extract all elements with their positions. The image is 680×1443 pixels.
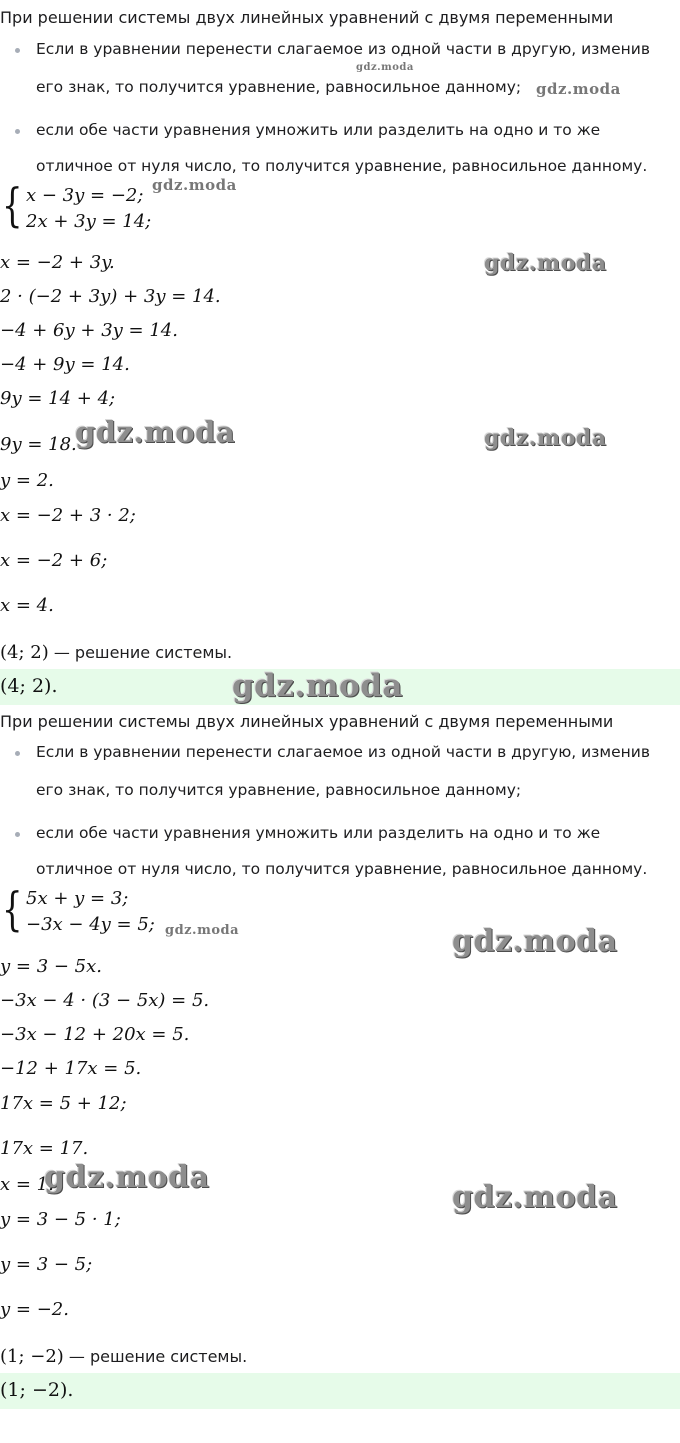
system-brace: { [2, 882, 23, 936]
solution-step: x = −2 + 3 · 2; [0, 505, 136, 526]
intro-text: При решении системы двух линейных уравнений с двумя переменными [0, 712, 614, 731]
solution-pair: (1; −2) [0, 1346, 64, 1367]
bullet-line: отличное от нуля число, то получится уравнение, равносильное данному. [36, 860, 648, 878]
watermark: gdz.moda [356, 62, 414, 73]
system-equation: 5x + y = 3; [26, 888, 129, 909]
solution-step: x = 4. [0, 595, 54, 616]
bullet-line: его знак, то получится уравнение, равносильное данному; [36, 781, 522, 799]
solution-step: x = −2 + 3y. [0, 252, 115, 273]
bullet-dot-icon [15, 832, 20, 837]
system-equation: 2x + 3y = 14; [26, 211, 152, 232]
answer-box [0, 1373, 680, 1409]
answer-value: (4; 2). [0, 675, 58, 697]
bullet-line: Если в уравнении перенести слагаемое из одной части в другую, изменив [36, 743, 650, 761]
watermark: gdz.moda [536, 80, 621, 98]
solution-step: y = 3 − 5x. [0, 956, 102, 977]
solution-label: — решение системы. [63, 1347, 248, 1366]
solution-pair: (4; 2) [0, 642, 49, 663]
system-equation: −3x − 4y = 5; [26, 914, 155, 935]
watermark: gdz.moda [452, 1180, 618, 1215]
bullet-dot-icon [15, 751, 20, 756]
solution-statement [0, 642, 232, 663]
solution-step: −4 + 6y + 3y = 14. [0, 320, 178, 341]
solution-statement [0, 1346, 247, 1367]
watermark: gdz.moda [452, 924, 618, 959]
solution-step: 2 · (−2 + 3y) + 3y = 14. [0, 286, 221, 307]
solution-step: 9y = 18. [0, 434, 77, 455]
solution-label: — решение системы. [48, 643, 233, 662]
solution-step: 9y = 14 + 4; [0, 388, 116, 409]
intro-text: При решении системы двух линейных уравнений с двумя переменными [0, 8, 614, 27]
solution-step: y = 2. [0, 470, 54, 491]
bullet-line: Если в уравнении перенести слагаемое из одной части в другую, изменив [36, 40, 650, 58]
watermark: gdz.moda [484, 250, 607, 276]
bullet-dot-icon [15, 129, 20, 134]
solution-step: y = −2. [0, 1299, 69, 1320]
watermark: gdz.moda [152, 176, 237, 194]
solution-step: −4 + 9y = 14. [0, 354, 130, 375]
bullet-dot-icon [15, 48, 20, 53]
answer-value: (1; −2). [0, 1379, 74, 1401]
bullet-line: если обе части уравнения умножить или разделить на одно и то же [36, 121, 601, 139]
system-brace: { [2, 178, 23, 232]
solution-step: −3x − 4 · (3 − 5x) = 5. [0, 990, 210, 1011]
bullet-line: отличное от нуля число, то получится уравнение, равносильное данному. [36, 157, 648, 175]
solution-step: x = 1. [0, 1174, 54, 1195]
solution-step: −12 + 17x = 5. [0, 1058, 142, 1079]
watermark: gdz.moda [75, 415, 236, 449]
solution-step: x = −2 + 6; [0, 550, 108, 571]
system-equation: x − 3y = −2; [26, 185, 144, 206]
watermark: gdz.moda [165, 923, 240, 938]
watermark: gdz.moda [484, 425, 607, 451]
bullet-line: его знак, то получится уравнение, равносильное данному; [36, 78, 522, 96]
solution-step: y = 3 − 5; [0, 1254, 93, 1275]
solution-step: 17x = 17. [0, 1138, 89, 1159]
watermark: gdz.moda [44, 1160, 210, 1195]
solution-step: y = 3 − 5 · 1; [0, 1209, 121, 1230]
watermark: gdz.moda [232, 668, 403, 704]
solution-step: 17x = 5 + 12; [0, 1093, 127, 1114]
solution-step: −3x − 12 + 20x = 5. [0, 1024, 190, 1045]
bullet-line: если обе части уравнения умножить или разделить на одно и то же [36, 824, 601, 842]
